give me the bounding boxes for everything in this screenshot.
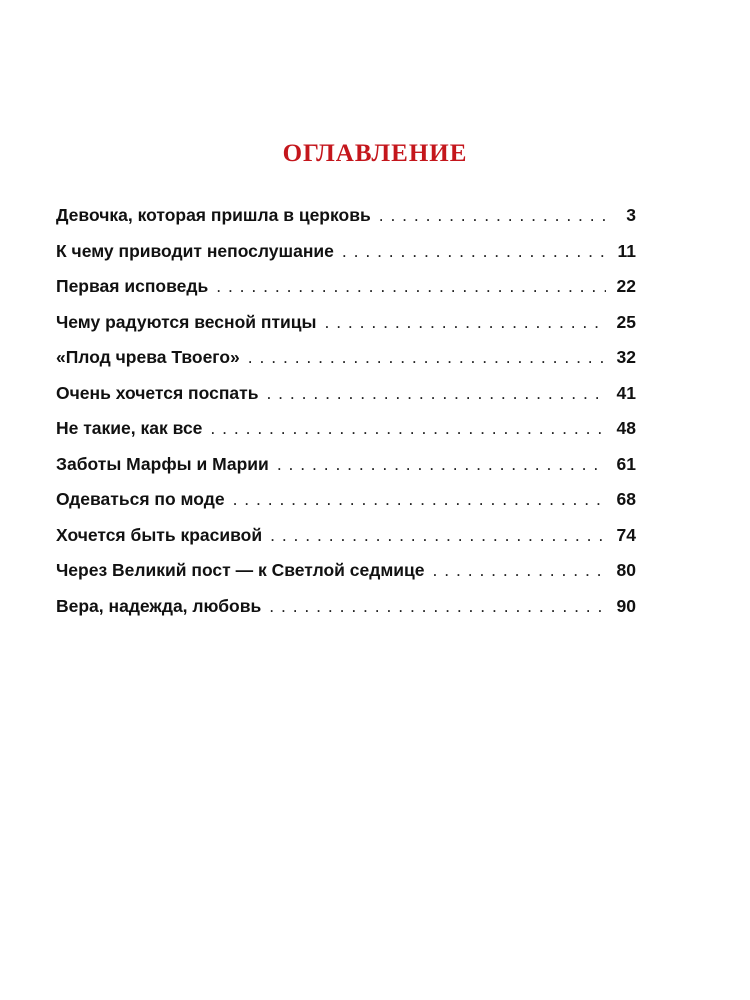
toc-entry-title: К чему приводит непослушание [56, 240, 334, 261]
toc-entry-page: 41 [616, 382, 636, 403]
toc-entry[interactable] [56, 241, 636, 277]
dot-leader [324, 312, 606, 333]
toc-entry[interactable] [56, 560, 636, 596]
toc-entry-title: Заботы Марфы и Марии [56, 453, 269, 474]
toc-entry-page: 48 [616, 418, 636, 438]
toc-entry[interactable] [56, 418, 636, 454]
toc-entry-page: 22 [616, 276, 636, 296]
dot-leader [269, 596, 606, 617]
toc-entry-page: 90 [616, 595, 636, 616]
toc-entry-page: 32 [616, 347, 636, 367]
dot-leader [342, 241, 606, 262]
toc-entry[interactable] [56, 454, 636, 490]
dot-leader [233, 489, 606, 510]
toc-entry[interactable] [56, 596, 636, 632]
toc-entry[interactable] [56, 489, 636, 525]
toc-entry-page: 61 [616, 453, 636, 474]
toc-entry-title: Первая исповедь [56, 276, 209, 296]
dot-leader [210, 418, 606, 439]
toc-entry-title: Девочка, которая пришла в церковь [56, 205, 371, 225]
toc-entry-title: Чему радуются весной птицы [56, 311, 317, 332]
dot-leader [379, 205, 606, 226]
toc-entry-page: 25 [616, 311, 636, 332]
dot-leader [248, 347, 606, 368]
toc-entry[interactable] [56, 276, 636, 312]
toc-entry-title: Очень хочется поспать [56, 382, 259, 403]
dot-leader [277, 454, 606, 475]
toc-entry-title: Хочется быть красивой [56, 524, 263, 545]
toc-entry-page: 3 [626, 205, 636, 225]
toc-list [56, 205, 636, 631]
toc-entry-title: Одеваться по моде [56, 489, 225, 509]
dot-leader [216, 276, 606, 297]
toc-entry-title: Не такие, как все [56, 418, 203, 438]
toc-entry-title: Вера, надежда, любовь [56, 595, 262, 616]
toc-entry-page: 68 [616, 489, 636, 509]
dot-leader [433, 560, 606, 581]
toc-entry-page: 11 [617, 240, 636, 261]
dot-leader [270, 525, 606, 546]
toc-entry[interactable] [56, 383, 636, 419]
toc-entry-page: 80 [616, 560, 636, 580]
toc-heading: ОГЛАВЛЕНИЕ [282, 140, 468, 167]
toc-entry-title: Через Великий пост — к Светлой седмице [56, 560, 425, 580]
toc-entry[interactable] [56, 347, 636, 383]
toc-entry-page: 74 [616, 524, 636, 545]
toc-entry[interactable] [56, 205, 636, 241]
toc-entry-title: «Плод чрева Твоего» [56, 347, 240, 367]
toc-entry[interactable] [56, 312, 636, 348]
toc-entry[interactable] [56, 525, 636, 561]
dot-leader [266, 383, 606, 404]
